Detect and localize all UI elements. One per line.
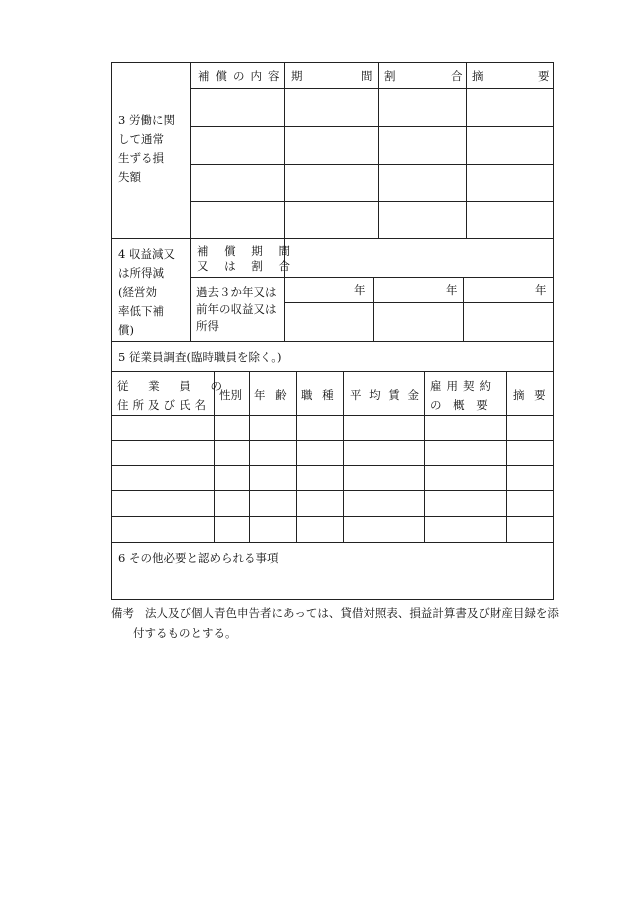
- past-income-line2: 前年の収益又は: [196, 302, 277, 316]
- period-header-a: 期: [291, 69, 303, 83]
- section6-title: 6 その他必要と認められる事項: [118, 551, 279, 565]
- note-text: 法人及び個人青色申告者にあっては、貸借対照表、損益計算書及び財産目録を添: [145, 606, 559, 620]
- contract-header-line1: 雇用契約: [430, 379, 496, 393]
- section5-title: 5 従業員調査(臨時職員を除く。): [118, 350, 282, 364]
- compensation-period-line1: 補 償 期 間: [197, 244, 296, 258]
- employee-remarks-header: 摘 要: [513, 388, 549, 402]
- period-header-b: 間: [361, 69, 373, 83]
- section4-label: 4 収益減又 は所得減 (経営効 率低下補 償): [118, 247, 175, 337]
- compensation-content-header: 補償の内容: [198, 69, 286, 83]
- form-frame: [111, 62, 554, 600]
- job-header: 職 種: [301, 388, 337, 402]
- ratio-header-b: 合: [451, 69, 463, 83]
- note-text-continued: 付するものとする。: [133, 626, 237, 640]
- note-label: 備考: [111, 606, 134, 620]
- year-label-1: 年: [354, 283, 366, 297]
- past-income-line3: 所得: [196, 319, 219, 333]
- remarks-header-a: 摘: [472, 69, 484, 83]
- sex-header: 性別: [219, 388, 242, 402]
- year-label-3: 年: [535, 283, 547, 297]
- employee-name-header-line2: 住所及び氏名: [117, 398, 210, 412]
- section3-label: 3 労働に関 して通常 生ずる損 失額: [118, 113, 175, 184]
- compensation-period-line2: 又 は 割 合: [197, 259, 296, 273]
- contract-header-line2: の 概 要: [430, 398, 492, 412]
- remarks-header-b: 要: [538, 69, 550, 83]
- year-label-2: 年: [446, 283, 458, 297]
- past-income-line1: 過去３か年又は: [196, 285, 277, 299]
- age-header: 年 齢: [254, 388, 290, 402]
- employee-name-header-line1: 従 業 員 の: [117, 379, 230, 393]
- wage-header: 平 均 賃 金: [350, 388, 421, 402]
- ratio-header-a: 割: [384, 69, 396, 83]
